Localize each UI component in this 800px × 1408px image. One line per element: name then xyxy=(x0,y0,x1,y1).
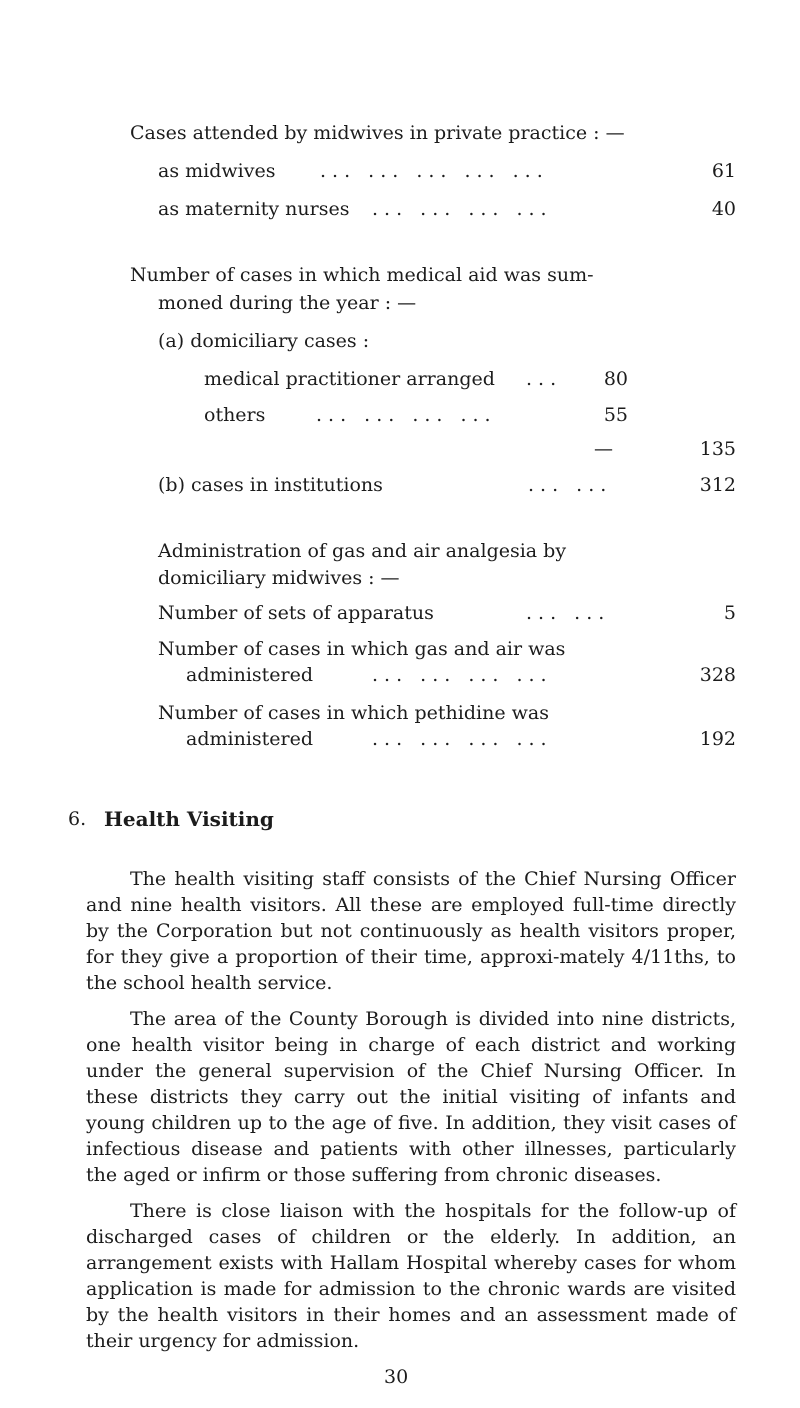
pethidine-line-2: administered xyxy=(186,728,314,750)
section-number: 6. xyxy=(68,808,87,830)
leader-dots: ... xyxy=(526,368,563,390)
maternity-row-label: as maternity nurses xyxy=(158,198,350,220)
leader-dots: ... ... ... ... xyxy=(316,404,497,426)
practitioner-label: medical practitioner arranged xyxy=(204,368,495,390)
institutions-label: (b) cases in institutions xyxy=(158,474,383,496)
medical-aid-heading-1: Number of cases in which medical aid was sum- xyxy=(130,264,594,286)
leader-dots: ... ... ... ... xyxy=(372,664,553,686)
institutions-value: 312 xyxy=(699,474,736,496)
gas-air-line-1: Number of cases in which gas and air was xyxy=(158,638,566,660)
leader-dots: ... ... xyxy=(528,474,613,496)
leader-dots: ... ... ... ... xyxy=(372,728,553,750)
pethidine-line-1: Number of cases in which pethidine was xyxy=(158,702,549,724)
paragraph: The health visiting staff consists of the Chief Nursing Officer and nine health visitors. All these are employed full-time directly by the Corporation but not continuously as health visitors proper, for they give a proportion of their time, approxi-mately 4/11ths, to the school health service. xyxy=(86,868,736,994)
maternity-row-value: 40 xyxy=(711,198,736,220)
leader-dots: ... ... ... ... xyxy=(372,198,553,220)
section-title: Health Visiting xyxy=(104,807,274,831)
others-value: 55 xyxy=(603,404,628,426)
sets-label: Number of sets of apparatus xyxy=(158,602,434,624)
sets-value: 5 xyxy=(723,602,736,624)
midwives-row-label: as midwives xyxy=(158,160,276,182)
midwives-heading: Cases attended by midwives in private practice : — xyxy=(130,122,625,144)
subtotal-dash: — xyxy=(594,438,613,460)
leader-dots: ... ... ... ... ... xyxy=(320,160,549,182)
analgesia-heading-2: domiciliary midwives : — xyxy=(158,567,400,589)
domiciliary-label: (a) domiciliary cases : xyxy=(158,330,370,352)
midwives-row-value: 61 xyxy=(711,160,736,182)
gas-air-line-2: administered xyxy=(186,664,314,686)
practitioner-value: 80 xyxy=(603,368,628,390)
subtotal-value: 135 xyxy=(699,438,736,460)
analgesia-heading-1: Administration of gas and air analgesia by xyxy=(158,540,567,562)
leader-dots: ... ... xyxy=(526,602,611,624)
paragraph: There is close liaison with the hospitals for the follow-up of discharged cases of children or the elderly. In addition, an arrangement exists with Hallam Hospital whereby cases for whom application is made for admission to the chronic wards are visited by the health visitors in their homes and an assessment made of their urgency for admission. xyxy=(86,1200,736,1352)
others-label: others xyxy=(204,404,266,426)
gas-air-value: 328 xyxy=(699,664,736,686)
paragraph: The area of the County Borough is divided into nine districts, one health visitor being in charge of each district and working under the general supervision of the Chief Nursing Officer. In these districts they carry out the initial visiting of infants and young children up to the age of five. In addition, they visit cases of infectious disease and patients with other illnesses, particularly the aged or infirm or those suffering from chronic diseases. xyxy=(86,1008,736,1186)
pethidine-value: 192 xyxy=(699,728,736,750)
page-number: 30 xyxy=(384,1366,409,1388)
medical-aid-heading-2: moned during the year : — xyxy=(158,292,417,314)
